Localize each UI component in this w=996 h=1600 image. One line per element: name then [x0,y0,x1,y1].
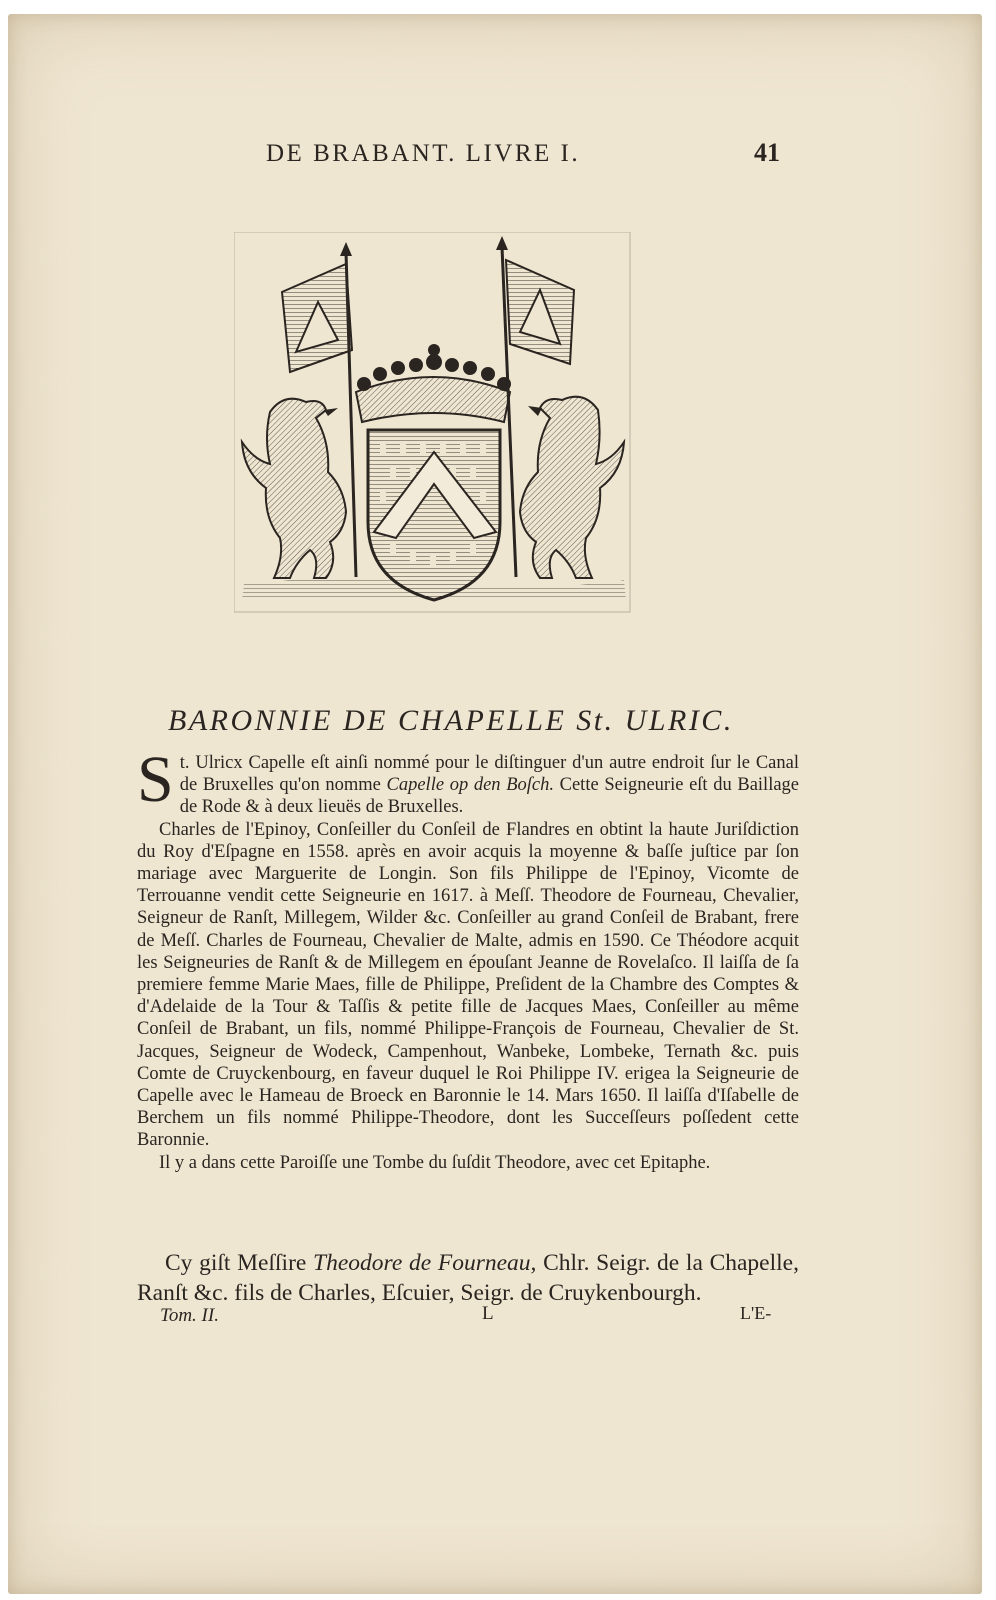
paragraph-2: Charles de l'Epinoy, Conſeiller du Conſeil de Flandres en obtint la haute Juriſdiction du Roy d'Eſpagne en 1558. après en avoir acquis la moyenne & baſſe juſtice par ſon mariage avec Marguerite de Longin. Son fils Philippe de l'Epinoy, Vicomte de Terrouanne vendit cette Seigneurie en 1617. à Meſſ. Theodore de Fourneau, Chevalier, Seigneur de Ranſt, Millegem, Wilder &c. Conſeiller au grand Conſeil de Brabant, frere de Meſſ. Charles de Fourneau, Chevalier de Malte, admis en 1590. Ce Théodore acquit les Seigneuries de Ranſt & de Millegem en épouſant Jeanne de Rovelaſco. Il laiſſa de ſa premiere femme Marie Maes, fille de Philippe, Preſident de la Chambre des Comptes & d'Adelaide de la Tour & Taſſis & petite fille de Jacques Maes, Conſeiller au même Conſeil de Brabant, un fils, nommé Philippe-François de Fourneau, Chevalier de St. Jacques, Seigneur de Wodeck, Campenhout, Wanbeke, Lombeke, Ternath &c. puis Comte de Cruyckenbourg, en faveur duquel le Roi Philippe IV. erigea la Seigneurie de Capelle avec le Hameau de Broeck en Baronnie le 14. Mars 1650. Il laiſſa d'Iſabelle de Berchem un fils nommé Philippe-Theodore, dont les Succeſſeurs poſſedent cette Baronnie. [137,819,799,1151]
paragraph-1-text-b: Cette Seigneurie eſt du Baillage de Rode & à deux lieuës de Bruxelles. [179,775,800,818]
section-title: BARONNIE DE CHAPELLE St. ULRIC. [168,704,734,737]
catchword: L'E- [740,1303,772,1323]
signature-mark: L [482,1303,494,1324]
epitaph-italic: Theodore de Fourneau, [313,1250,537,1276]
epitaph-text-a: Cy giſt Meſſire [165,1250,314,1276]
paragraph-3: Il y a dans cette Paroiſſe une Tombe du ſuſdit Theodore, avec cet Epitaphe. [159,1152,711,1173]
page-number: 41 [754,138,780,167]
running-title: DE BRABANT. LIVRE I. [266,140,581,167]
drop-cap: S [137,743,174,816]
paragraph-1 [137,743,800,819]
paragraph-1-text-a: t. Ulricx Capelle eſt ainſi nommé pour le diſtinguer d'un autre endroit ſur le Canal de Bruxelles qu'on nomme [179,753,799,796]
body-text [137,743,800,1174]
epitaph [137,1248,799,1308]
paragraph-1-italic: Capelle op den Boſch. [386,775,554,796]
epitaph-text-b: Chlr. Seigr. de la Chapelle, Ranſt &c. fils de Charles, Eſcuier, Seigr. de Cruykenbourgh. [137,1250,799,1306]
coat-of-arms-engraving [234,232,638,628]
volume-mark: Tom. II. [160,1305,219,1326]
